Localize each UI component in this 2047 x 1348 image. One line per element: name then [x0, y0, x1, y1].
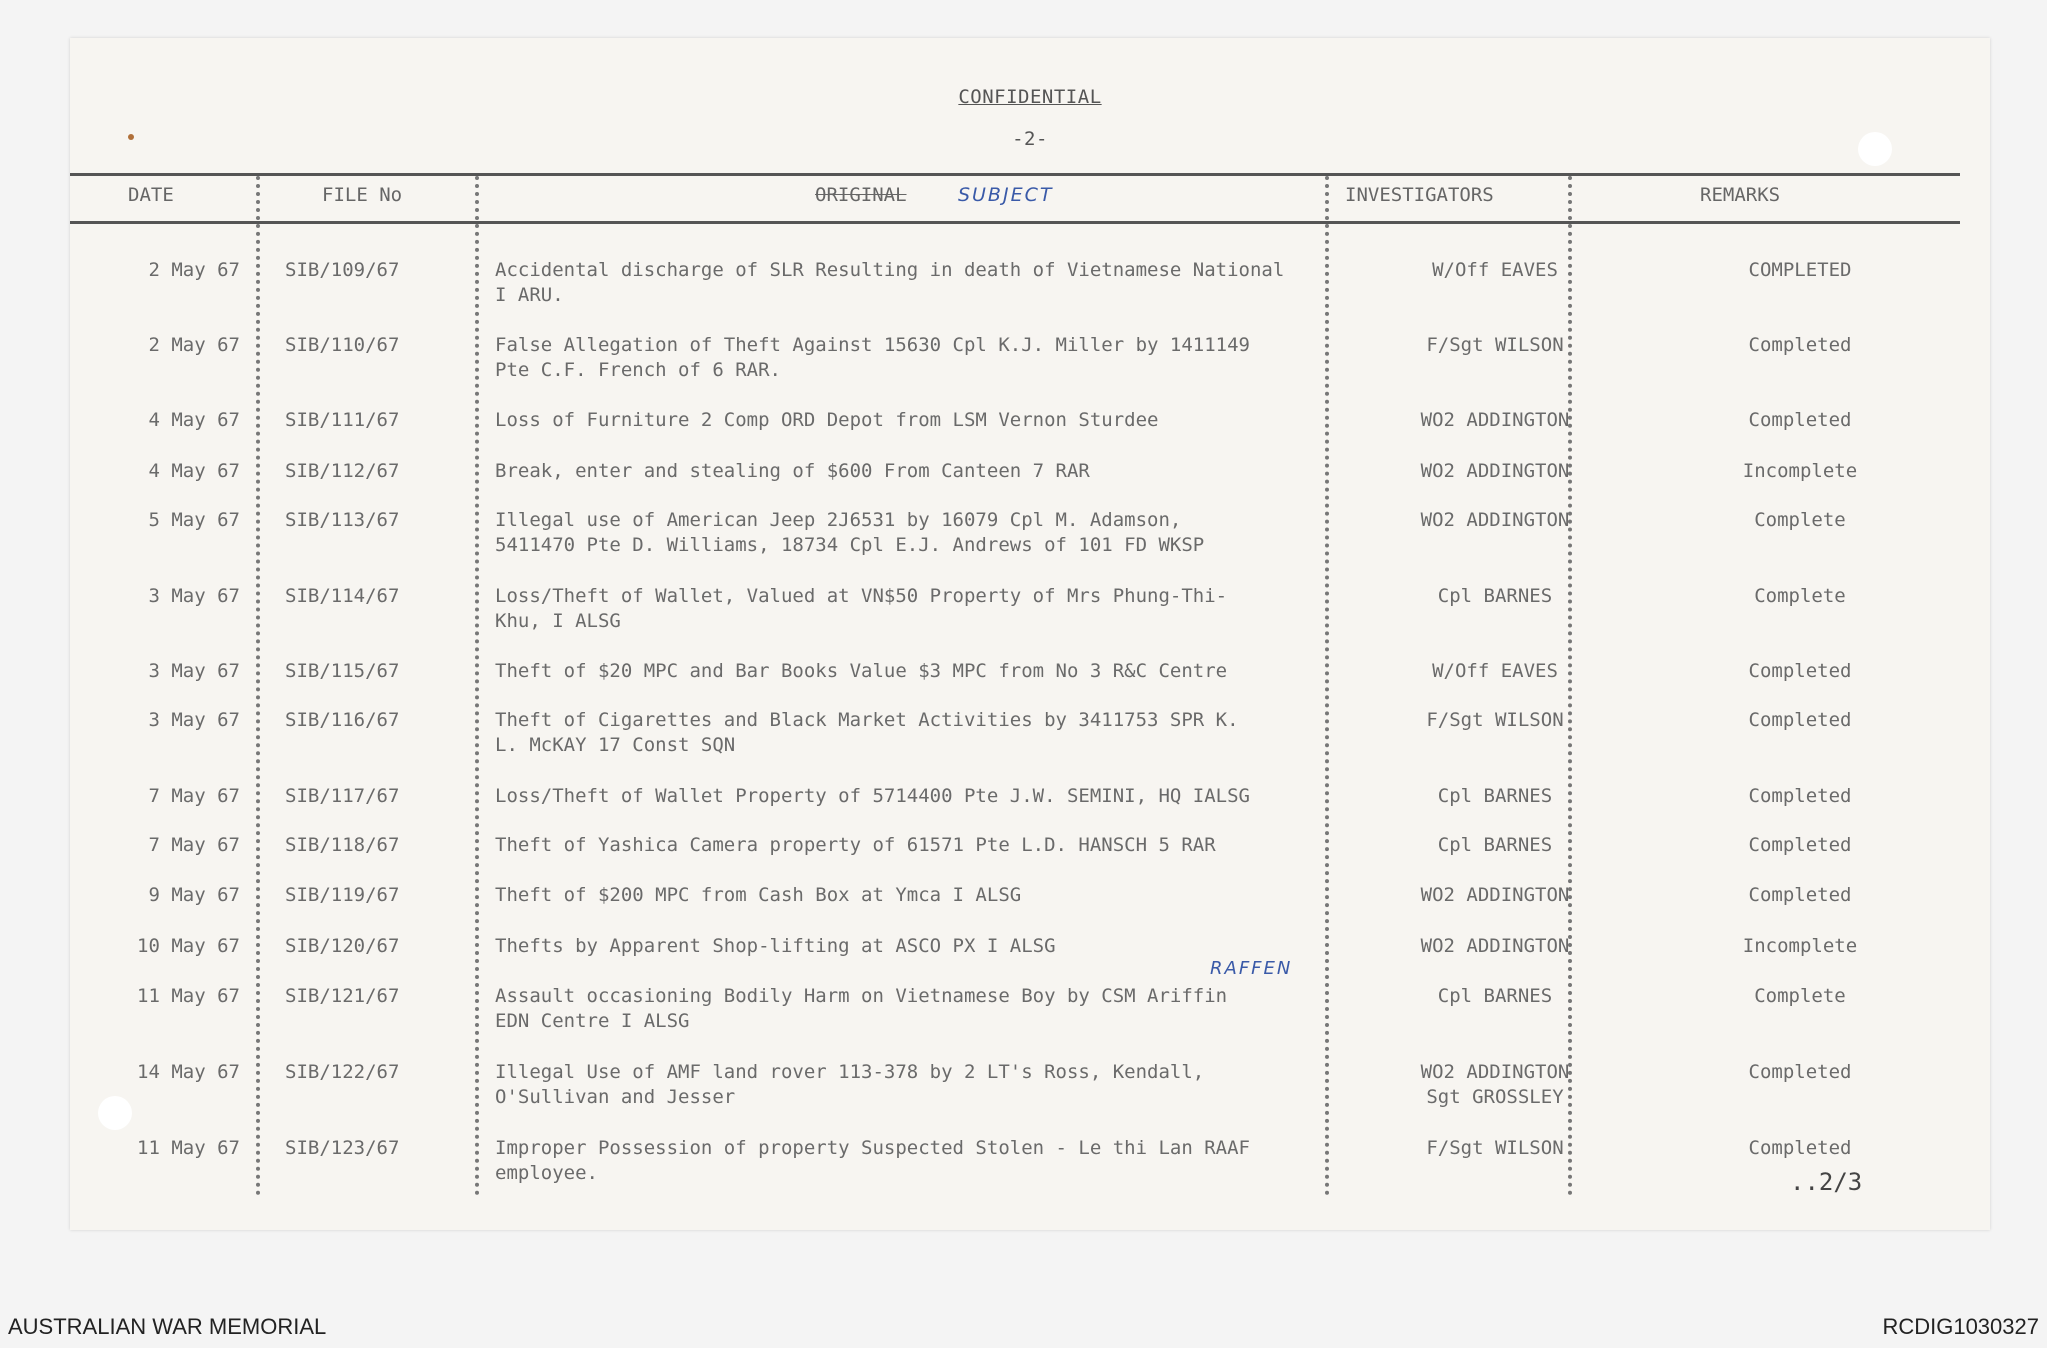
row-remarks: Completed: [1748, 1061, 1852, 1083]
investigator-name: Sgt GROSSLEY: [1426, 1086, 1564, 1108]
struck-word: ORIGINAL: [815, 184, 907, 206]
row-date: 9 May 67: [148, 884, 240, 906]
row-investigator: [1355, 408, 1635, 433]
row-date: 3 May 67: [148, 709, 240, 731]
investigator-name: F/Sgt WILSON: [1426, 334, 1564, 356]
row-remarks: Completed: [1748, 785, 1852, 807]
row-subject: [495, 258, 1415, 308]
subject-line: L. McKAY 17 Const SQN: [495, 734, 736, 756]
classification-heading: CONFIDENTIAL: [958, 86, 1102, 108]
row-subject: [495, 883, 1415, 908]
row-investigator: [1355, 833, 1635, 858]
row-date: 2 May 67: [148, 334, 240, 356]
row-date: 3 May 67: [148, 585, 240, 607]
row-file-number: SIB/120/67: [285, 935, 400, 957]
row-investigator: [1355, 883, 1635, 908]
row-remarks: Completed: [1748, 1137, 1852, 1159]
row-investigator: [1355, 1136, 1635, 1161]
header-top-rule: [70, 173, 1960, 176]
investigator-name: Cpl BARNES: [1437, 585, 1553, 607]
page-continuation-note: ..2/3: [1790, 1168, 1863, 1196]
row-remarks: Complete: [1754, 985, 1846, 1007]
row-subject: [495, 659, 1415, 684]
row-date: 11 May 67: [137, 985, 240, 1007]
subject-line: Loss of Furniture 2 Comp ORD Depot from LSM Vernon Sturdee: [495, 409, 1159, 431]
row-investigator: [1355, 258, 1635, 283]
row-investigator: [1355, 1060, 1635, 1110]
subject-line: Loss/Theft of Wallet Property of 5714400 Pte J.W. SEMINI, HQ IALSG: [495, 785, 1250, 807]
investigator-name: Cpl BARNES: [1437, 834, 1553, 856]
row-file-number: SIB/117/67: [285, 785, 400, 807]
footer-id: RCDIG1030327: [1882, 1314, 2039, 1339]
row-investigator: [1355, 984, 1635, 1009]
column-separator: [1325, 176, 1337, 1196]
subject-line: I ARU.: [495, 284, 564, 306]
row-date: 14 May 67: [137, 1061, 240, 1083]
row-remarks: Completed: [1748, 660, 1852, 682]
row-date: 2 May 67: [148, 259, 240, 281]
row-remarks: Completed: [1748, 334, 1852, 356]
column-separator: [1568, 176, 1580, 1196]
row-subject: [495, 958, 1415, 1034]
row-investigator: [1355, 659, 1635, 684]
row-date: 10 May 67: [137, 935, 240, 957]
column-header-investigator: INVESTIGATORS: [1345, 184, 1494, 206]
row-investigator: [1355, 934, 1635, 959]
subject-line: False Allegation of Theft Against 15630 Cpl K.J. Miller by 1411149: [495, 334, 1250, 356]
column-header-remarks: REMARKS: [1700, 184, 1781, 206]
investigator-name: Cpl BARNES: [1437, 985, 1553, 1007]
row-investigator: [1355, 459, 1635, 484]
subject-line: Accidental discharge of SLR Resulting in death of Vietnamese National: [495, 259, 1285, 281]
subject-line: 5411470 Pte D. Williams, 18734 Cpl E.J. Andrews of 101 FD WKSP: [495, 534, 1205, 556]
row-date: 7 May 67: [148, 785, 240, 807]
row-remarks: Completed: [1748, 709, 1852, 731]
row-subject: [495, 708, 1415, 758]
footer-source: AUSTRALIAN WAR MEMORIAL: [8, 1314, 327, 1339]
row-investigator: [1355, 584, 1635, 609]
row-date: 5 May 67: [148, 509, 240, 531]
row-file-number: SIB/113/67: [285, 509, 400, 531]
subject-line: Break, enter and stealing of $600 From Canteen 7 RAR: [495, 460, 1090, 482]
subject-line: Theft of Cigarettes and Black Market Activities by 3411753 SPR K.: [495, 709, 1239, 731]
row-file-number: SIB/122/67: [285, 1061, 400, 1083]
row-subject: [495, 584, 1415, 634]
row-file-number: SIB/109/67: [285, 259, 400, 281]
subject-line: Thefts by Apparent Shop-lifting at ASCO PX I ALSG: [495, 935, 1056, 957]
row-file-number: SIB/112/67: [285, 460, 400, 482]
row-subject: [495, 1136, 1415, 1186]
subject-line: Theft of $20 MPC and Bar Books Value $3 MPC from No 3 R&C Centre: [495, 660, 1228, 682]
row-subject: [495, 459, 1415, 484]
row-file-number: SIB/116/67: [285, 709, 400, 731]
row-file-number: SIB/123/67: [285, 1137, 400, 1159]
row-subject: [495, 333, 1415, 383]
row-date: 3 May 67: [148, 660, 240, 682]
investigator-name: W/Off EAVES: [1432, 259, 1558, 281]
subject-line: Theft of Yashica Camera property of 61571 Pte L.D. HANSCH 5 RAR: [495, 834, 1216, 856]
investigator-name: WO2 ADDINGTON: [1420, 935, 1570, 957]
column-header-subject: [815, 184, 1053, 206]
investigator-name: WO2 ADDINGTON: [1420, 884, 1570, 906]
investigator-name: F/Sgt WILSON: [1426, 709, 1564, 731]
subject-line: Assault occasioning Bodily Harm on Vietnamese Boy by CSM Ariffin: [495, 985, 1228, 1007]
subject-line: Loss/Theft of Wallet, Valued at VN$50 Property of Mrs Phung-Thi-: [495, 585, 1228, 607]
row-file-number: SIB/111/67: [285, 409, 400, 431]
investigator-name: WO2 ADDINGTON: [1420, 509, 1570, 531]
row-file-number: SIB/114/67: [285, 585, 400, 607]
header-bottom-rule: [70, 221, 1960, 224]
investigator-name: WO2 ADDINGTON: [1420, 409, 1570, 431]
row-remarks: Complete: [1754, 509, 1846, 531]
row-remarks: COMPLETED: [1748, 259, 1852, 281]
investigator-name: W/Off EAVES: [1432, 660, 1558, 682]
row-remarks: Completed: [1748, 884, 1852, 906]
row-remarks: Complete: [1754, 585, 1846, 607]
subject-line: O'Sullivan and Jesser: [495, 1086, 736, 1108]
row-file-number: SIB/110/67: [285, 334, 400, 356]
row-subject: [495, 784, 1415, 809]
column-header-date: DATE: [128, 184, 174, 206]
row-subject: [495, 833, 1415, 858]
column-separator: [256, 176, 268, 1196]
subject-line: Khu, I ALSG: [495, 610, 621, 632]
row-subject: [495, 408, 1415, 433]
investigator-name: WO2 ADDINGTON: [1420, 460, 1570, 482]
subject-line: Theft of $200 MPC from Cash Box at Ymca I ALSG: [495, 884, 1022, 906]
punch-hole: [98, 1096, 132, 1130]
row-file-number: SIB/119/67: [285, 884, 400, 906]
handwritten-subject: SUBJECT: [957, 184, 1054, 206]
row-file-number: SIB/118/67: [285, 834, 400, 856]
page-number: -2-: [1012, 128, 1048, 150]
row-investigator: [1355, 508, 1635, 533]
investigator-name: WO2 ADDINGTON: [1420, 1061, 1570, 1083]
subject-line: Illegal use of American Jeep 2J6531 by 16079 Cpl M. Adamson,: [495, 509, 1182, 531]
row-investigator: [1355, 708, 1635, 733]
row-file-number: SIB/115/67: [285, 660, 400, 682]
row-remarks: Incomplete: [1742, 460, 1858, 482]
subject-line: employee.: [495, 1162, 598, 1184]
handwritten-correction: RAFFEN: [1210, 958, 1293, 979]
column-header-file: FILE No: [322, 184, 403, 206]
subject-line: Pte C.F. French of 6 RAR.: [495, 359, 781, 381]
row-remarks: Completed: [1748, 834, 1852, 856]
row-investigator: [1355, 333, 1635, 358]
row-investigator: [1355, 784, 1635, 809]
row-subject: [495, 508, 1415, 558]
row-remarks: Incomplete: [1742, 935, 1858, 957]
row-date: 4 May 67: [148, 460, 240, 482]
row-date: 11 May 67: [137, 1137, 240, 1159]
investigator-name: F/Sgt WILSON: [1426, 1137, 1564, 1159]
subject-line: Improper Possession of property Suspected Stolen - Le thi Lan RAAF: [495, 1137, 1250, 1159]
column-separator: [475, 176, 487, 1196]
row-subject: [495, 1060, 1415, 1110]
row-date: 7 May 67: [148, 834, 240, 856]
subject-line: EDN Centre I ALSG: [495, 1010, 690, 1032]
row-file-number: SIB/121/67: [285, 985, 400, 1007]
subject-line: Illegal Use of AMF land rover 113-378 by 2 LT's Ross, Kendall,: [495, 1061, 1205, 1083]
document-page: [70, 38, 1990, 1230]
row-remarks: Completed: [1748, 409, 1852, 431]
row-date: 4 May 67: [148, 409, 240, 431]
investigator-name: Cpl BARNES: [1437, 785, 1553, 807]
